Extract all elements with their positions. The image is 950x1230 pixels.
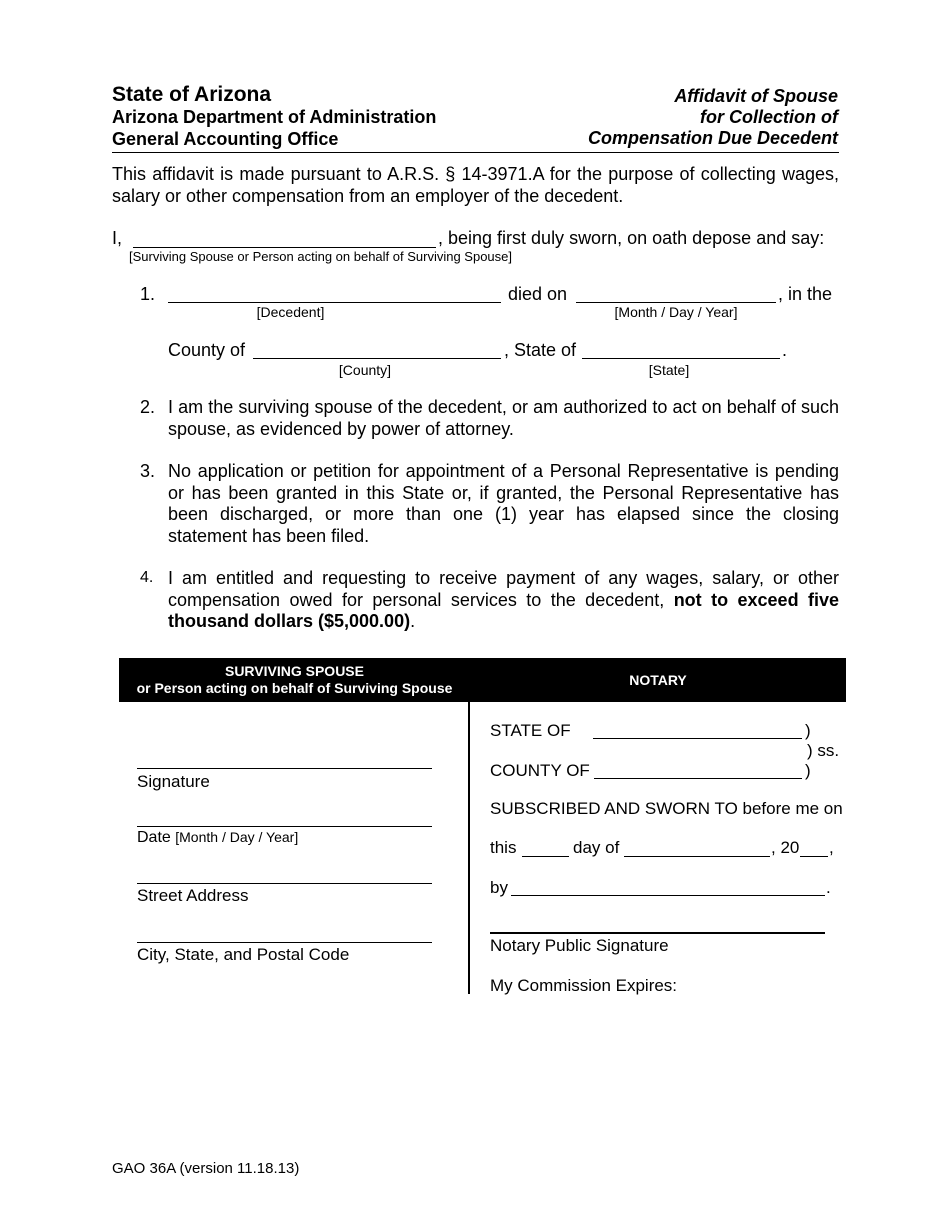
county-of-label: County of [168, 340, 246, 360]
this-label: this [490, 838, 517, 857]
notary-state-field[interactable] [593, 738, 802, 739]
affiant-name-field[interactable] [133, 247, 436, 248]
commission-expires-label: My Commission Expires: [490, 976, 678, 995]
state-caption: [State] [648, 362, 690, 378]
item-3-text: No application or petition for appointment of a Personal Representative is pending or has been granted in this State or, if granted, the Personal Representative has been discharged, or more than one (1) year has elapsed since the closing statement has been filed. [168, 461, 839, 546]
department-name: Arizona Department of Administration [112, 107, 437, 127]
item-4-number: 4. [140, 569, 154, 586]
form-title-line-3: Compensation Due Decedent [587, 128, 838, 148]
form-title [588, 86, 838, 149]
by-period: . [826, 878, 831, 897]
notary-state-label: STATE OF [490, 721, 571, 740]
subscribed-text: SUBSCRIBED AND SWORN TO before me on [490, 799, 843, 818]
date-label-group [137, 829, 298, 847]
in-the-label: , in the [778, 284, 833, 304]
decedent-name-field[interactable] [168, 302, 501, 303]
form-title-line-1: Affidavit of Spouse [674, 86, 838, 106]
item-4-end: . [410, 611, 416, 631]
date-field[interactable] [137, 826, 432, 827]
state-of-label: , State of [504, 340, 577, 360]
county-caption: [County] [338, 362, 392, 378]
sworn-by-field[interactable] [511, 895, 825, 896]
intro-paragraph: This affidavit is made pursuant to A.R.S. § 14-3971.A for the purpose of collecting wages, salary or other compensation from an employer of the decedent. [112, 164, 839, 206]
affiant-caption: [Surviving Spouse or Person acting on behalf of Surviving Spouse] [129, 249, 513, 264]
spouse-header-line-1: SURVIVING SPOUSE [224, 663, 364, 679]
notary-signature-field[interactable] [490, 932, 825, 934]
form-version: GAO 36A (version 11.18.13) [112, 1160, 300, 1177]
decedent-caption: [Decedent] [256, 304, 325, 320]
item-4-limit: not to exceed five thousand dollars ($5,000.00) [168, 589, 840, 631]
ss-mark: ) ss. [807, 741, 840, 760]
city-state-zip-label: City, State, and Postal Code [137, 945, 350, 964]
city-state-zip-field[interactable] [137, 942, 432, 943]
date-label: Date [137, 829, 171, 846]
signature-field[interactable] [137, 768, 432, 769]
county-field[interactable] [253, 358, 501, 359]
spouse-section-header [119, 658, 470, 702]
county-paren: ) [805, 761, 811, 780]
notary-county-field[interactable] [594, 778, 802, 779]
date-hint: [Month / Day / Year] [175, 829, 299, 845]
item-2-text: I am the surviving spouse of the decedent, or am authorized to act on behalf of such spouse, as evidenced by power of attorney. [168, 397, 839, 439]
year-field[interactable] [800, 856, 828, 857]
state-field[interactable] [582, 358, 780, 359]
header-divider [112, 152, 839, 153]
notary-signature-label: Notary Public Signature [490, 936, 669, 955]
item-4-body: I am entitled and requesting to receive payment of any wages, salary, or other compensation owed for personal services to the decedent, [168, 568, 839, 610]
notary-header-label: NOTARY [629, 672, 687, 688]
item-1-number: 1. [140, 284, 156, 304]
date-caption: [Month / Day / Year] [614, 304, 738, 320]
item-2-number: 2. [140, 397, 156, 417]
day-of-label: day of [573, 838, 620, 857]
item-4-text [168, 568, 839, 633]
state-name: State of Arizona [112, 83, 272, 106]
notary-county-label: COUNTY OF [490, 761, 590, 780]
day-field[interactable] [522, 856, 569, 857]
year-prefix: , 20 [771, 838, 800, 857]
agency-header [112, 84, 436, 150]
street-address-field[interactable] [137, 883, 432, 884]
oath-suffix: , being first duly sworn, on oath depose and say: [438, 228, 825, 248]
state-period: . [782, 340, 788, 360]
by-label: by [490, 878, 508, 897]
signature-label: Signature [137, 772, 210, 791]
died-on-label: died on [508, 284, 568, 304]
office-name: General Accounting Office [112, 129, 339, 149]
year-comma: , [829, 838, 834, 857]
notary-section-header [470, 658, 846, 702]
oath-prefix: I, [112, 228, 123, 248]
month-field[interactable] [624, 856, 770, 857]
state-paren: ) [805, 721, 811, 740]
spouse-header-line-2: or Person acting on behalf of Surviving Spouse [136, 680, 453, 696]
item-3-number: 3. [140, 461, 156, 481]
section-divider [468, 700, 470, 994]
date-of-death-field[interactable] [576, 302, 776, 303]
street-address-label: Street Address [137, 886, 249, 905]
form-title-line-2: for Collection of [700, 107, 838, 127]
